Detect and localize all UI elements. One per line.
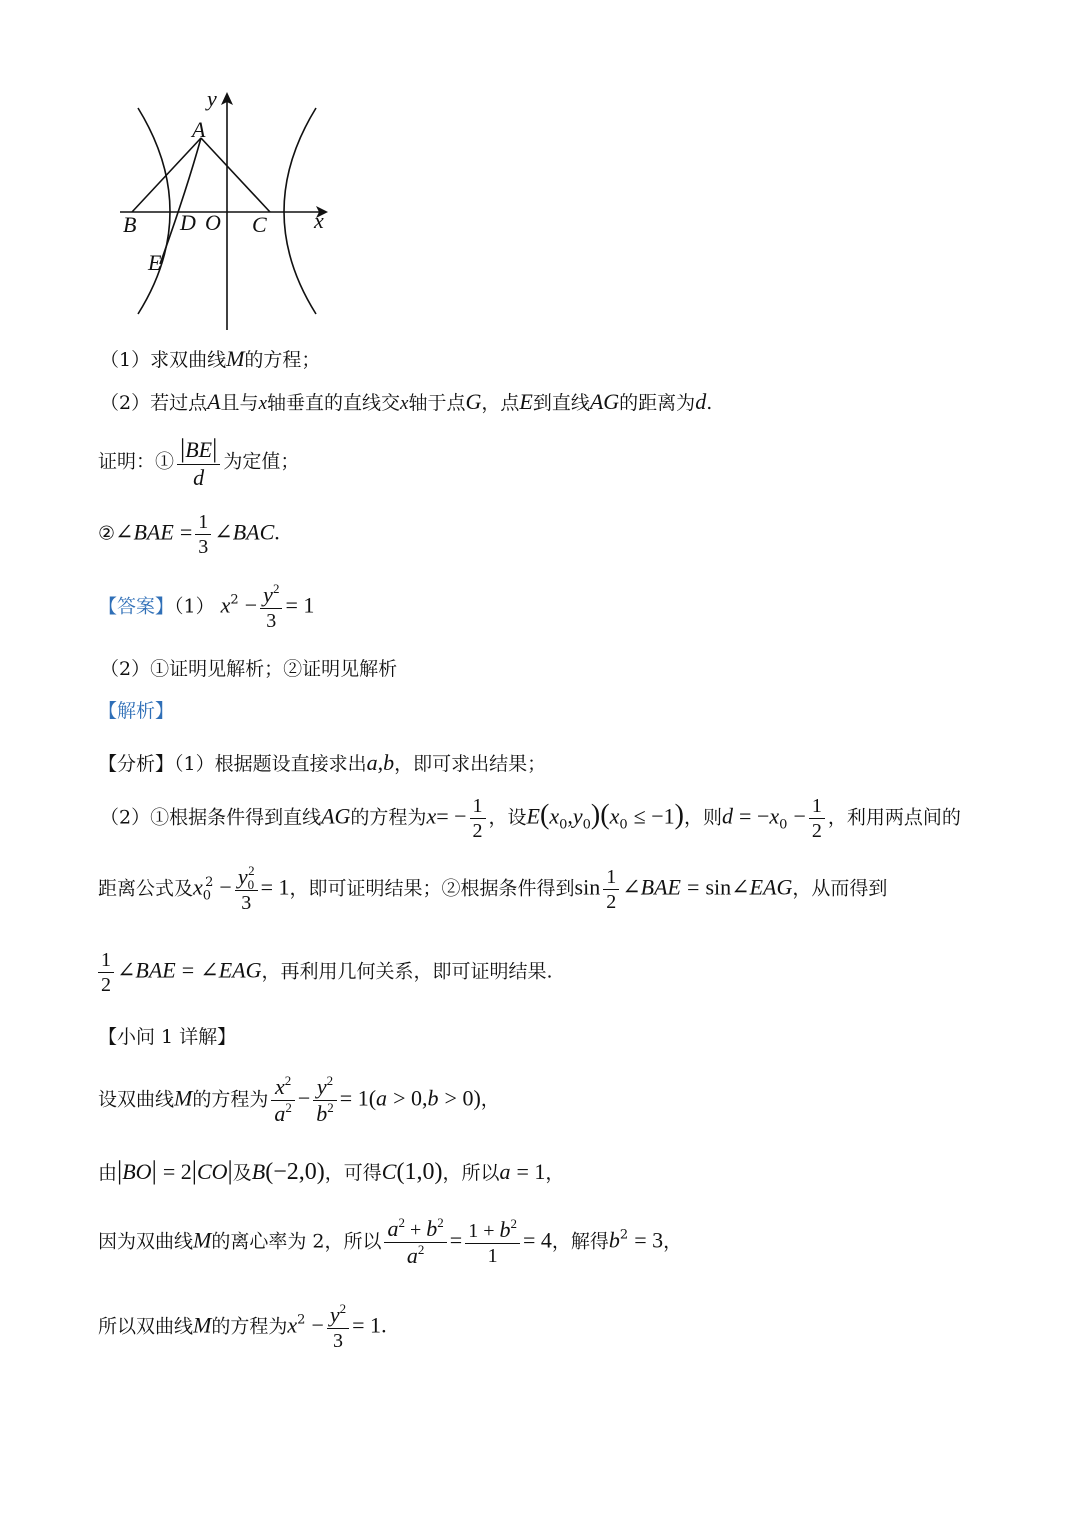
label-y: y: [207, 86, 217, 111]
proof-2: ②∠BAE = $\frac{1}{3}$ ∠BAC.: [98, 511, 280, 558]
segment-ac: [201, 138, 270, 212]
question-2: （2）若过点A且与x轴垂直的直线交x轴于点G，点E到直线AG的距离为d.: [100, 389, 713, 414]
right-branch: [284, 108, 316, 314]
answer-tag: 【答案】: [98, 595, 175, 618]
segment-ae: [160, 138, 201, 264]
proof-1: 证明：① $\frac{|BE|}{d}$ 为定值；: [98, 434, 300, 490]
answer-line-2: （2）①证明见解析；②证明见解析: [100, 658, 398, 680]
label-e: E: [148, 250, 162, 275]
step-2: 由|BO| = 2|CO|及B(−2,0)，可得C(1,0)，所以a = 1，: [98, 1156, 565, 1185]
analysis-4: $\frac{1}{2}$ ∠BAE = ∠EAG，再利用几何关系，即可证明结果.: [98, 950, 553, 995]
label-c: C: [252, 212, 267, 237]
step-4: 所以双曲线M的方程为$x^2$ − $\frac{y^2}{3}$ = 1.: [98, 1301, 387, 1352]
label-a: A: [192, 117, 206, 142]
step-3: 因为双曲线M的离心率为 2，所以 $\frac{a^2 + b^2}{a^2}$ = $\frac{1 + b^2}{1}$ = 4，解得$b^2 = 3$，: [98, 1215, 683, 1268]
jiexi-tag: 【解析】: [98, 700, 175, 722]
analysis-2: （2）①根据条件得到直线AG的方程为x= − $\frac{1}{2}$ ，设$E(x_0,y_0)(x_0 \le -1)$，则$d = -x_0$ − $\frac{1}{2}$ ，利用两点间的: [100, 795, 961, 842]
subquestion-1-tag: 【小问 1 详解】: [98, 1026, 237, 1048]
hyperbola-figure: [110, 82, 350, 332]
label-b: B: [123, 212, 137, 237]
label-d: D: [180, 210, 196, 235]
left-branch: [138, 108, 170, 314]
analysis-3: 距离公式及$x_0^2$ − $\frac{y_0^2}{3}$ = 1，即可证明结果；②根据条件得到sin $\frac{1}{2}$ ∠BAE = sin∠EAG，从而得到: [98, 863, 888, 914]
analysis-1: 【分析】（1）根据题设直接求出a,b，即可求出结果；: [98, 750, 547, 775]
answer-line-1: 【答案】（1） $x^2$ − $\frac{y^2}{3}$ = 1: [98, 581, 315, 632]
step-1: 设双曲线M的方程为 $\frac{x^2}{a^2}$ − $\frac{y^2}{b^2}$ = 1(a > 0,b > 0)，: [98, 1073, 500, 1126]
question-1: （1）求双曲线M的方程；: [100, 346, 321, 371]
label-o: O: [205, 210, 221, 235]
label-x: x: [314, 208, 324, 233]
